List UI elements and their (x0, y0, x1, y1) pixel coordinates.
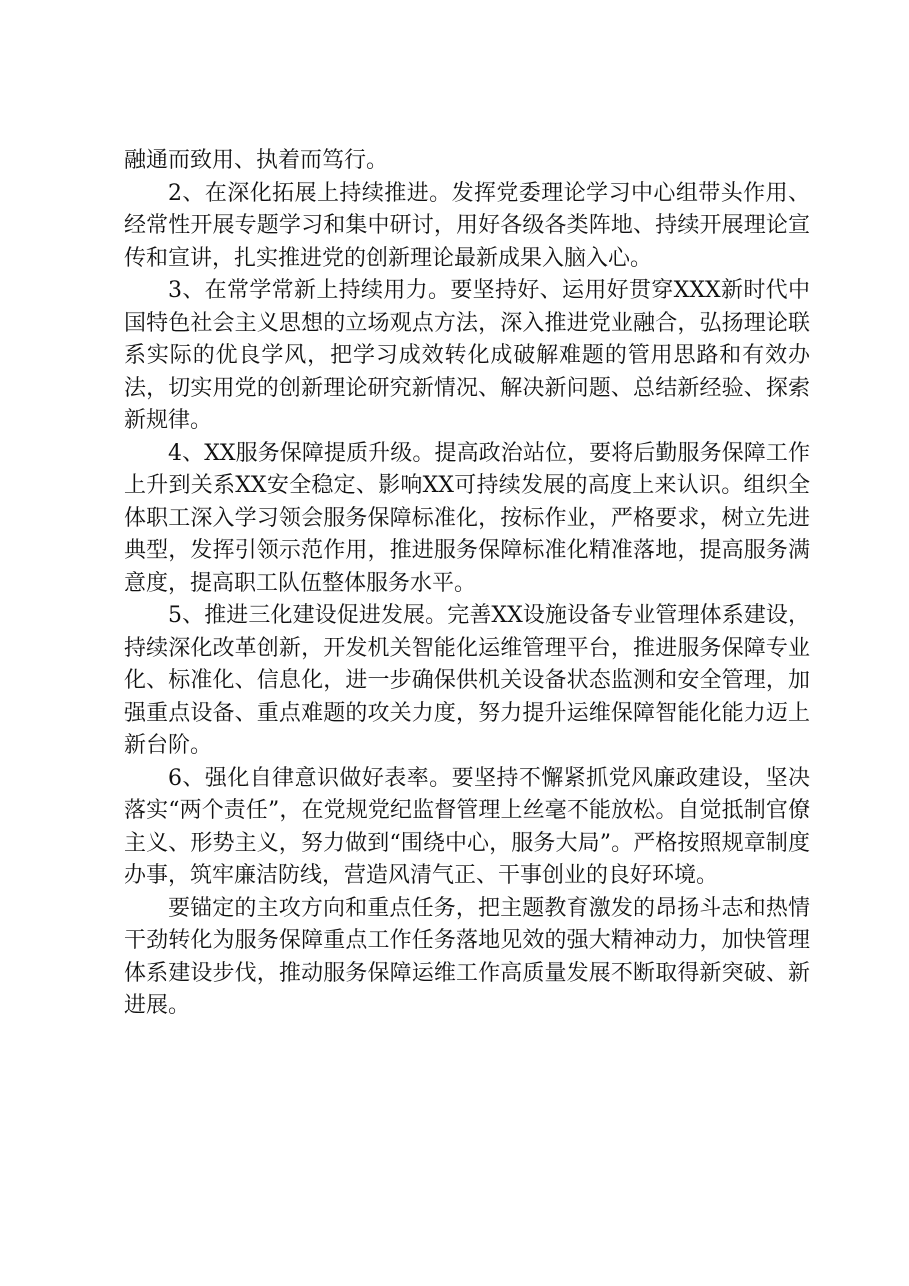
paragraph-continuation: 融通而致用、执着而笃行。 (124, 148, 389, 173)
paragraph-item-5: 5、推进三化建设促进发展。完善XX设施设备专业管理体系建设，持续深化改革创新，开发机关智能化运维管理平台，推进服务保障专业化、标准化、信息化，进一步确保供机关设备状态监测和安全管理，加强重点设备、重点难题的攻关力度，努力提升运维保障智能化能力迈上新台阶。 (124, 603, 810, 758)
document-page (124, 145, 810, 1023)
paragraph-item-6: 6、强化自律意识做好表率。要坚持不懈紧抓党风廉政建设，坚决落实“两个责任”，在党规党纪监督管理上丝毫不能放松。自觉抵制官僚主义、形势主义，努力做到“围绕中心，服务大局”。严格按照规章制度办事，筑牢廉洁防线，营造风清气正、干事创业的良好环境。 (124, 765, 810, 888)
paragraph-item-3: 3、在常学常新上持续用力。要坚持好、运用好贯穿XXX新时代中国特色社会主义思想的立场观点方法，深入推进党业融合，弘扬理论联系实际的优良学风，把学习成效转化成破解难题的管用思路和有效办法，切实用党的创新理论研究新情况、解决新问题、总结新经验、探索新规律。 (124, 278, 810, 433)
paragraph-conclusion: 要锚定的主攻方向和重点任务，把主题教育激发的昂扬斗志和热情干劲转化为服务保障重点工作任务落地见效的强大精神动力，加快管理体系建设步伐，推动服务保障运维工作高质量发展不断取得新突破、新进展。 (124, 895, 810, 1018)
paragraph-item-2: 2、在深化拓展上持续推进。发挥党委理论学习中心组带头作用、经常性开展专题学习和集中研讨，用好各级各类阵地、持续开展理论宣传和宣讲，扎实推进党的创新理论最新成果入脑入心。 (124, 180, 810, 271)
paragraph-item-4: 4、XX服务保障提质升级。提高政治站位，要将后勤服务保障工作上升到关系XX安全稳定、影响XX可持续发展的高度上来认识。组织全体职工深入学习领会服务保障标准化，按标作业，严格要求，树立先进典型，发挥引领示范作用，推进服务保障标准化精准落地，提高服务满意度，提高职工队伍整体服务水平。 (124, 440, 810, 596)
